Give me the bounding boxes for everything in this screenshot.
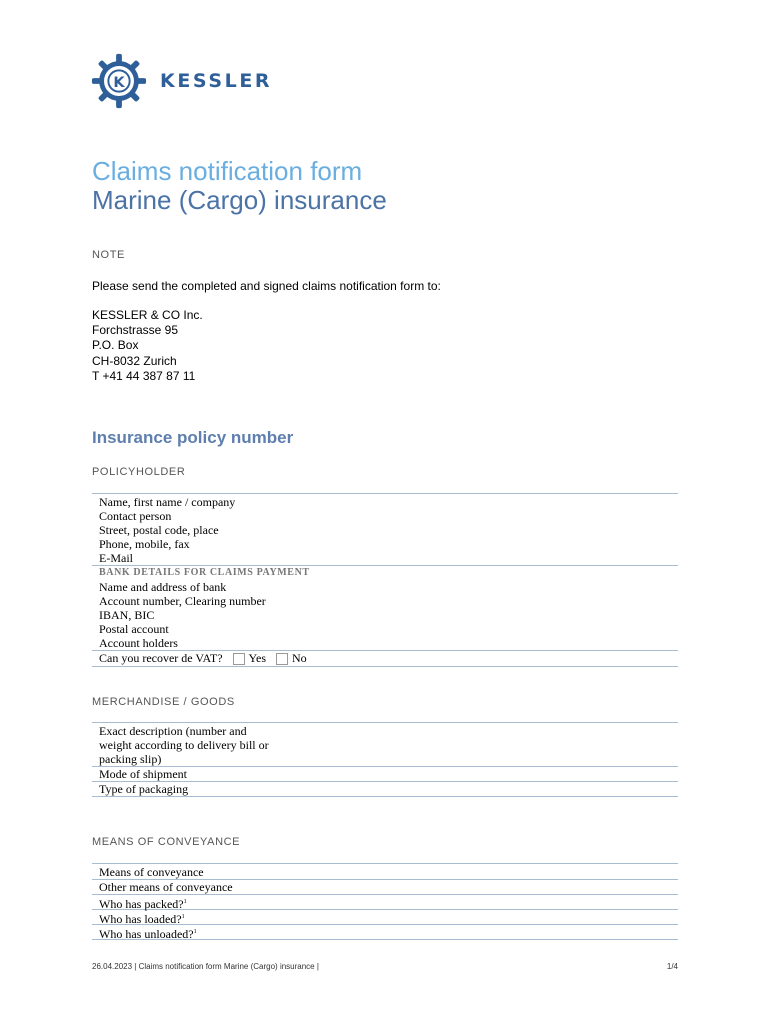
svg-text:K: K [113, 74, 125, 91]
vat-yes-label: Yes [248, 651, 266, 665]
field-email[interactable]: E-Mail [99, 551, 133, 565]
who-unloaded-label: Who has unloaded? [99, 927, 194, 941]
field-iban-bic[interactable]: IBAN, BIC [99, 608, 155, 622]
policy-number-heading: Insurance policy number [92, 428, 294, 447]
company-logo [90, 52, 272, 110]
address-line: T +41 44 387 87 11 [92, 368, 196, 383]
field-goods-description[interactable] [92, 722, 678, 767]
conveyance-label: MEANS OF CONVEYANCE [92, 836, 241, 848]
field-account-holders[interactable]: Account holders [99, 636, 178, 650]
field-address[interactable]: Street, postal code, place [99, 523, 219, 537]
vat-question: Can you recover de VAT? [99, 651, 223, 665]
description-line: packing slip) [99, 752, 162, 766]
description-line: weight according to delivery bill or [99, 738, 269, 752]
page-footer [92, 962, 678, 971]
field-who-loaded[interactable] [92, 910, 678, 925]
conveyance-table [92, 863, 678, 940]
field-means-of-conveyance[interactable]: Means of conveyance [92, 865, 678, 880]
field-other-conveyance[interactable]: Other means of conveyance [92, 880, 678, 895]
page-number: 1/4 [666, 962, 678, 971]
who-packed-label: Who has packed? [99, 897, 184, 911]
footnote-mark: 1 [193, 929, 197, 935]
form-subtitle: Marine (Cargo) insurance [92, 185, 387, 215]
mailing-address [92, 308, 203, 384]
field-type-of-packaging[interactable]: Type of packaging [92, 782, 678, 797]
who-loaded-label: Who has loaded? [99, 912, 182, 926]
field-mode-of-shipment[interactable]: Mode of shipment [92, 767, 678, 782]
description-line: Exact description (number and [99, 724, 247, 738]
note-instruction: Please send the completed and signed claims notification form to: [92, 279, 441, 293]
footer-text: 26.04.2023 | Claims notification form Marine (Cargo) insurance | [92, 962, 319, 971]
address-line: KESSLER & CO Inc. [92, 308, 203, 322]
field-phone[interactable]: Phone, mobile, fax [99, 537, 190, 551]
address-line: CH-8032 Zurich [92, 353, 177, 368]
field-account-number[interactable]: Account number, Clearing number [99, 594, 266, 608]
address-line: P.O. Box [92, 338, 139, 353]
merchandise-table [92, 722, 678, 797]
logo-wordmark: KESSLER [160, 70, 273, 92]
field-contact-person[interactable]: Contact person [99, 509, 172, 523]
policyholder-label: POLICYHOLDER [92, 466, 186, 478]
footnote-mark: 1 [183, 899, 187, 905]
form-title: Claims notification form [92, 156, 363, 186]
policyholder-table [92, 493, 678, 667]
ship-wheel-k-icon [90, 52, 148, 110]
vat-yes-checkbox[interactable] [233, 653, 245, 665]
field-who-packed[interactable] [92, 895, 678, 910]
vat-no-checkbox[interactable] [276, 653, 288, 665]
vat-no-label: No [292, 651, 307, 665]
footnote-mark: 1 [181, 914, 185, 920]
field-postal-account[interactable]: Postal account [99, 622, 169, 636]
note-label: NOTE [92, 249, 125, 261]
bank-details-label: BANK DETAILS FOR CLAIMS PAYMENT [99, 567, 310, 578]
vat-row [92, 651, 678, 667]
address-line: Forchstrasse 95 [92, 323, 179, 338]
field-name-company[interactable]: Name, first name / company [99, 495, 236, 509]
field-bank-name[interactable]: Name and address of bank [99, 580, 227, 594]
field-who-unloaded[interactable] [92, 925, 678, 940]
merchandise-label: MERCHANDISE / GOODS [92, 696, 235, 708]
